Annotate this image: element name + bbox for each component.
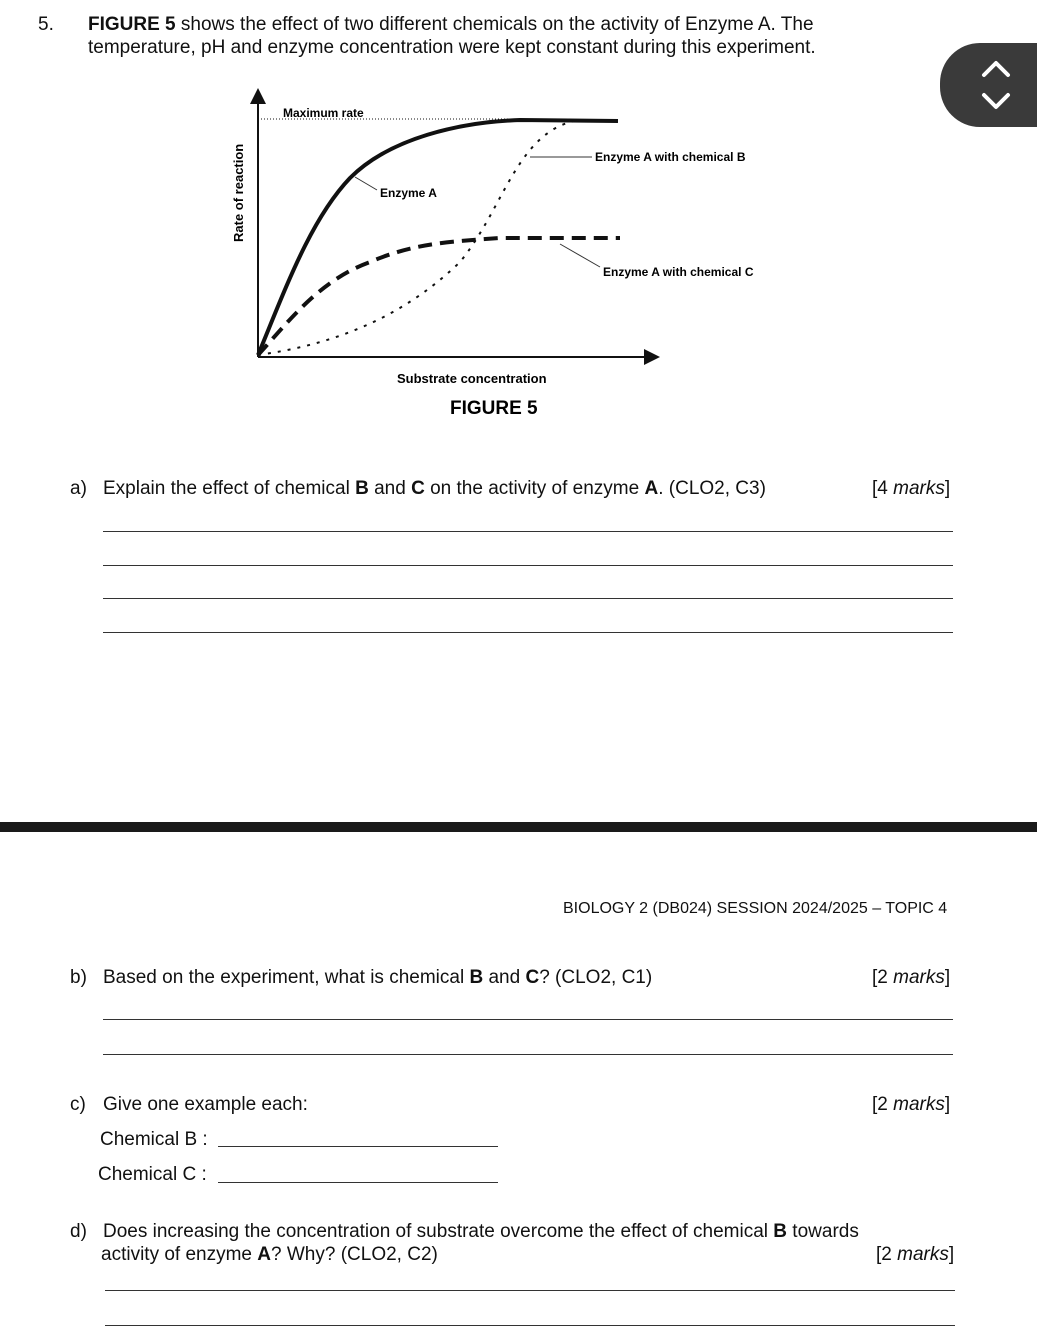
answer-line[interactable] bbox=[105, 1325, 955, 1326]
leader-a bbox=[355, 177, 377, 190]
question-5-line-2: temperature, pH and enzyme concentration were kept constant during this experiment. bbox=[88, 37, 816, 58]
text: shows the effect of two different chemicals on the activity of Enzyme A. The bbox=[175, 14, 814, 35]
max-rate-label: Maximum rate bbox=[283, 106, 364, 120]
chemical-b-label: Chemical B : bbox=[100, 1129, 208, 1150]
question-b-text: Based on the experiment, what is chemical B and C? (CLO2, C1) bbox=[103, 967, 653, 988]
answer-line[interactable] bbox=[103, 598, 953, 599]
chemical-c-answer-line[interactable] bbox=[218, 1182, 498, 1183]
question-a-prefix: a) bbox=[70, 478, 87, 499]
question-d-marks: [2 marks] bbox=[876, 1244, 955, 1265]
y-axis-label: Rate of reaction bbox=[231, 143, 246, 242]
question-number: 5. bbox=[38, 14, 54, 35]
chemical-c-label: Chemical C : bbox=[98, 1164, 207, 1185]
answer-line[interactable] bbox=[103, 1054, 953, 1055]
answer-line[interactable] bbox=[103, 531, 953, 532]
label-chemical-b: Enzyme A with chemical B bbox=[595, 150, 746, 164]
question-c-prefix: c) bbox=[70, 1094, 86, 1115]
question-b-marks: [2 marks] bbox=[872, 967, 951, 988]
answer-line[interactable] bbox=[105, 1290, 955, 1291]
curve-enzyme-a bbox=[258, 120, 618, 355]
curve-chemical-c bbox=[258, 238, 620, 355]
x-axis-label: Substrate concentration bbox=[397, 371, 547, 386]
figure-5-graph bbox=[0, 0, 1037, 430]
figure-caption: FIGURE 5 bbox=[450, 398, 538, 419]
page-divider bbox=[0, 822, 1037, 832]
figure-ref: FIGURE 5 bbox=[88, 14, 176, 35]
page-header: BIOLOGY 2 (DB024) SESSION 2024/2025 – TOPIC 4 bbox=[563, 900, 948, 917]
question-d-prefix: d) bbox=[70, 1221, 87, 1242]
question-c-marks: [2 marks] bbox=[872, 1094, 951, 1115]
curve-chemical-b bbox=[258, 121, 575, 355]
leader-c bbox=[560, 244, 600, 267]
label-chemical-c: Enzyme A with chemical C bbox=[603, 265, 754, 279]
question-d-line-1: Does increasing the concentration of substrate overcome the effect of chemical B towards bbox=[103, 1221, 859, 1242]
question-a-text: Explain the effect of chemical B and C on the activity of enzyme A. (CLO2, C3) bbox=[103, 478, 766, 499]
question-d-line-2: activity of enzyme A? Why? (CLO2, C2) bbox=[101, 1244, 438, 1265]
answer-line[interactable] bbox=[103, 1019, 953, 1020]
question-c-text: Give one example each: bbox=[103, 1094, 308, 1115]
label-enzyme-a: Enzyme A bbox=[380, 186, 437, 200]
question-b-prefix: b) bbox=[70, 967, 87, 988]
answer-line[interactable] bbox=[103, 565, 953, 566]
answer-line[interactable] bbox=[103, 632, 953, 633]
question-a-marks: [4 marks] bbox=[872, 478, 951, 499]
chemical-b-answer-line[interactable] bbox=[218, 1146, 498, 1147]
